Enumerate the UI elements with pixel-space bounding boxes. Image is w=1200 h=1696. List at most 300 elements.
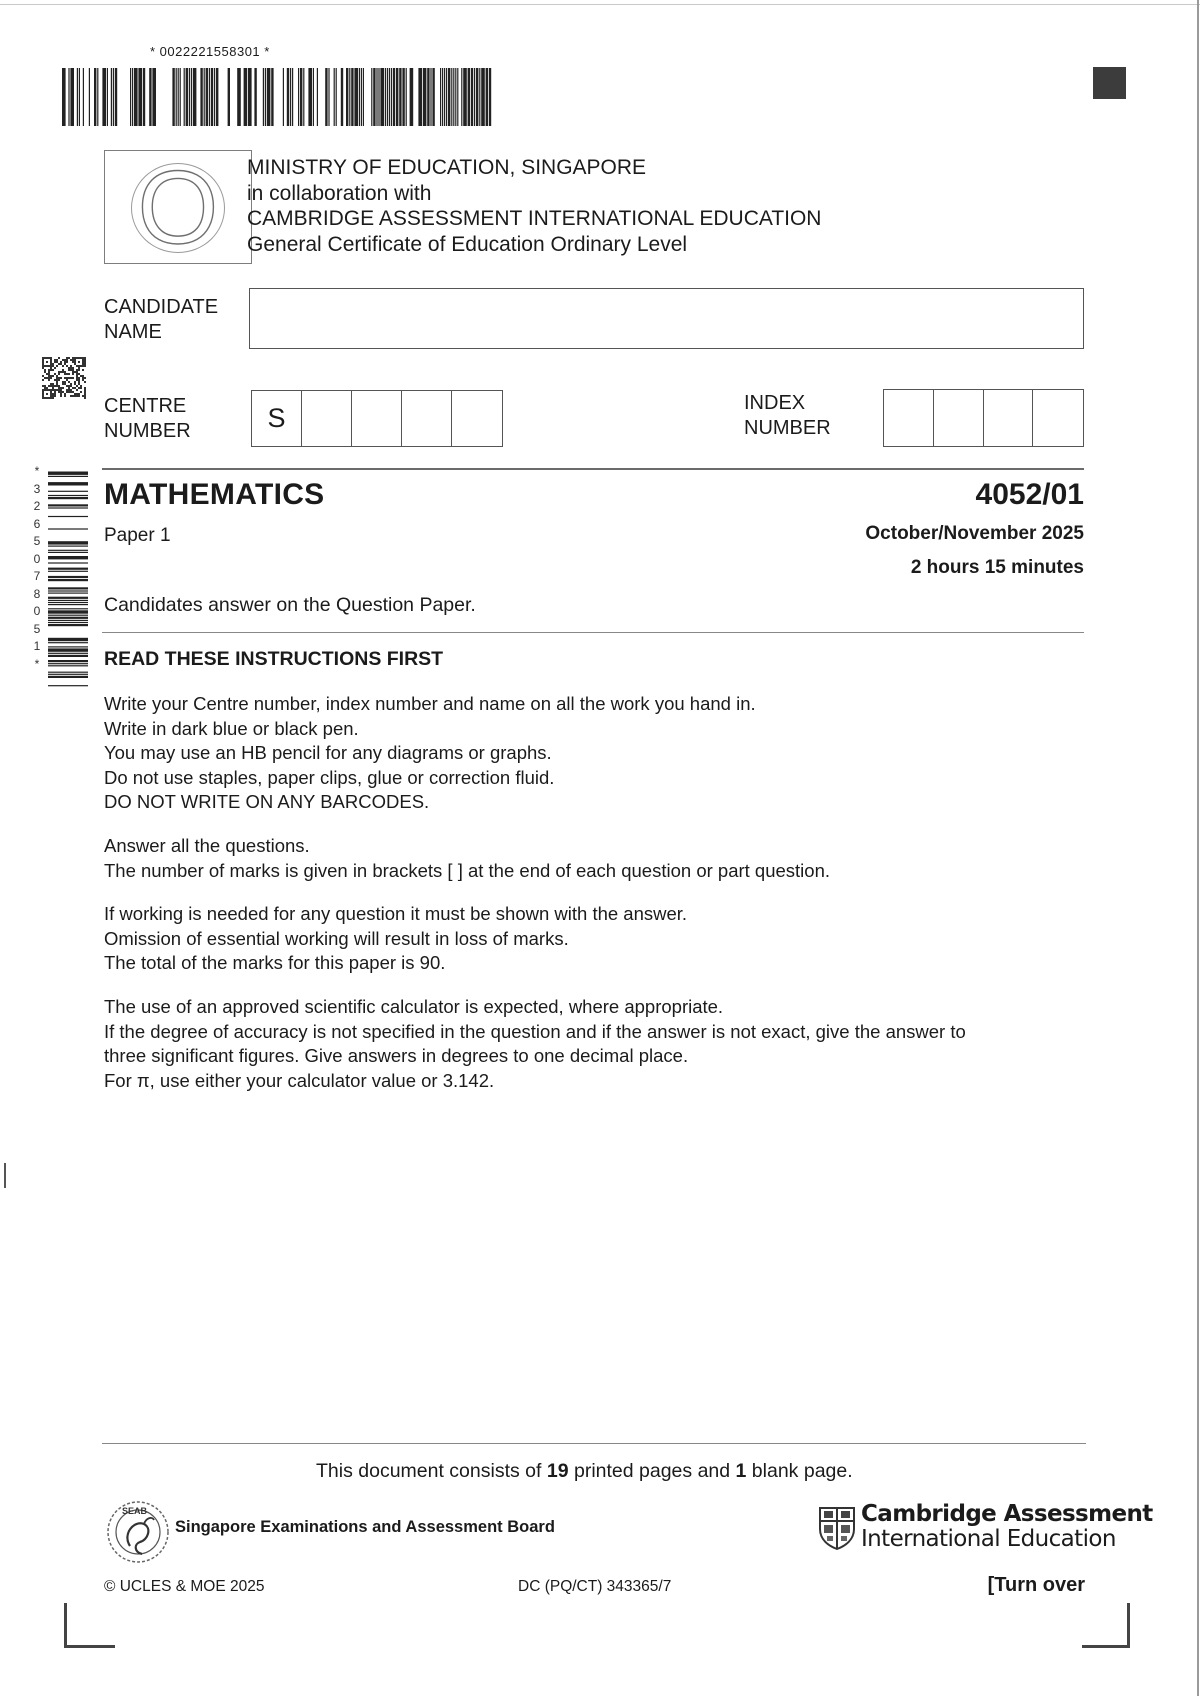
qr-module	[54, 361, 56, 363]
qr-module	[74, 361, 76, 363]
qr-module	[48, 385, 50, 387]
barcode-bar	[113, 68, 114, 126]
qr-module	[44, 389, 46, 391]
barcode-bar	[396, 68, 398, 126]
cambridge-shield-icon	[817, 1505, 857, 1551]
barcode-bar	[130, 68, 131, 126]
barcode-bar	[48, 674, 88, 675]
barcode-bar	[486, 68, 488, 126]
instruction-line: The total of the marks for this paper is 90.	[104, 952, 446, 973]
instruction-line: If working is needed for any question it must be shown with the answer.	[104, 903, 688, 924]
page-count-note	[316, 1460, 853, 1483]
barcode-bar	[481, 68, 485, 126]
barcode-bar	[48, 624, 88, 626]
index-number-cell[interactable]	[984, 390, 1034, 446]
barcode-bar	[48, 620, 88, 621]
barcode-bar	[48, 472, 88, 475]
qr-module	[42, 379, 44, 381]
barcode-bar	[48, 597, 88, 599]
qr-module	[84, 361, 86, 363]
qr-module	[78, 393, 80, 395]
qr-module	[48, 377, 50, 379]
qr-module	[74, 387, 76, 389]
barcode-bar	[68, 68, 69, 126]
barcode-bar	[444, 68, 445, 126]
qr-module	[82, 375, 84, 377]
centre-number-label-line2: NUMBER	[104, 420, 191, 442]
seab-logo	[104, 1490, 176, 1568]
qr-module	[76, 375, 78, 377]
barcode-bar	[48, 550, 88, 551]
qr-module	[46, 389, 48, 391]
qr-module	[56, 383, 58, 385]
side-barcode-digit: *	[34, 464, 40, 478]
qr-module	[64, 393, 66, 395]
cambridge-name-line1: Cambridge Assessment	[861, 1501, 1153, 1527]
qr-module	[50, 375, 52, 377]
qr-module	[64, 371, 66, 373]
qr-module	[84, 395, 86, 397]
qr-module	[50, 391, 52, 393]
barcode-bar	[453, 68, 454, 126]
qr-module	[56, 389, 58, 391]
barcode-bar	[184, 68, 185, 126]
qr-module	[58, 377, 60, 379]
barcode-bar	[371, 68, 372, 126]
qr-module	[76, 357, 78, 359]
qr-module	[60, 395, 62, 397]
paper-number: Paper 1	[104, 525, 171, 546]
qr-module	[82, 377, 84, 379]
barcode-bar	[228, 68, 230, 126]
barcode-bar	[178, 68, 179, 126]
qr-module	[84, 393, 86, 395]
barcode-bar	[359, 68, 360, 126]
qr-module	[84, 359, 86, 361]
qr-module	[66, 361, 68, 363]
barcode-bar	[70, 68, 74, 126]
qr-module	[56, 377, 58, 379]
qr-module	[72, 377, 74, 379]
barcode-bar	[325, 68, 327, 126]
qr-module	[50, 357, 52, 359]
barcode-bar	[290, 68, 291, 126]
barcode-bar	[263, 68, 264, 126]
cambridge-name	[861, 1502, 1153, 1552]
barcode-top	[62, 68, 494, 126]
barcode-bar	[62, 68, 66, 126]
qr-module	[46, 387, 48, 389]
qr-module	[54, 359, 56, 361]
barcode-bar	[138, 68, 142, 126]
side-barcode-digit: 2	[33, 499, 41, 513]
qr-module	[56, 359, 58, 361]
crop-mark-left	[64, 1603, 115, 1648]
qr-module	[78, 379, 80, 381]
seab-logo-text: SEAB	[122, 1506, 148, 1516]
qr-module	[78, 357, 80, 359]
index-number-label-line1: INDEX	[744, 392, 806, 414]
document-code: DC (PQ/CT) 343365/7	[518, 1578, 672, 1595]
instruction-line: Answer all the questions.	[104, 835, 310, 856]
qr-module	[76, 373, 78, 375]
barcode-bar	[313, 68, 314, 126]
qr-module	[54, 391, 56, 393]
centre-number-cell[interactable]	[402, 391, 452, 446]
barcode-bar	[402, 68, 404, 126]
qr-module	[76, 369, 78, 371]
qr-module	[52, 387, 54, 389]
barcode-bar	[48, 672, 88, 673]
barcode-bar	[476, 68, 478, 126]
qr-module	[58, 387, 60, 389]
barcode-bar	[48, 482, 88, 485]
qr-module	[56, 361, 58, 363]
side-barcode-digit: 0	[33, 551, 41, 566]
side-barcode-digit: 7	[33, 569, 41, 583]
centre-number-field[interactable]	[251, 390, 503, 447]
qr-module	[80, 357, 82, 359]
centre-number-label-line1: CENTRE	[104, 395, 187, 417]
instructions-group-2	[104, 834, 1104, 883]
centre-number-prefix: S	[252, 391, 302, 446]
qr-module	[66, 389, 68, 391]
barcode-bar	[176, 68, 177, 126]
qr-module	[84, 391, 86, 393]
barcode-bar	[48, 602, 88, 603]
instruction-line: You may use an HB pencil for any diagrams or graphs.	[104, 742, 552, 763]
qr-module	[48, 365, 50, 367]
barcode-bar	[244, 68, 248, 126]
qr-module	[62, 383, 64, 385]
qr-module	[74, 395, 76, 397]
qr-module	[54, 373, 56, 375]
side-barcode-digit: 0	[33, 604, 41, 618]
barcode-number: * 0022221558301 *	[150, 44, 270, 59]
qr-module	[64, 363, 66, 365]
logo-letter: O	[137, 150, 219, 266]
barcode-bar	[111, 68, 112, 126]
o-level-logo	[104, 150, 252, 264]
qr-module	[50, 383, 52, 385]
barcode-bar	[471, 68, 473, 126]
qr-module	[68, 377, 70, 379]
instructions-group-1	[104, 692, 1104, 815]
qr-module	[72, 359, 74, 361]
barcode-bar	[48, 655, 88, 657]
qr-module	[48, 389, 50, 391]
qr-module	[84, 363, 86, 365]
barcode-bar	[102, 68, 106, 126]
barcode-bar	[48, 663, 88, 664]
barcode-bar	[432, 68, 434, 126]
margin-mark	[4, 1163, 6, 1188]
qr-module	[70, 359, 72, 361]
qr-module	[72, 361, 74, 363]
barcode-bar	[442, 68, 443, 126]
qr-module	[68, 357, 70, 359]
qr-module	[54, 393, 56, 395]
index-number-cell[interactable]	[934, 390, 984, 446]
qr-module	[52, 363, 54, 365]
barcode-bar	[48, 576, 88, 578]
qr-module	[44, 371, 46, 373]
qr-module	[50, 377, 52, 379]
qr-module	[68, 369, 70, 371]
qr-module	[70, 367, 72, 369]
qr-module	[72, 367, 74, 369]
barcode-bar	[94, 68, 96, 126]
syllabus-code: 4052/01	[975, 478, 1084, 511]
qr-module	[42, 393, 44, 395]
qr-module	[74, 371, 76, 373]
qr-module	[78, 395, 80, 397]
qr-module	[80, 365, 82, 367]
barcode-bar	[354, 68, 358, 126]
header-ministry: MINISTRY OF EDUCATION, SINGAPORE	[247, 156, 647, 179]
candidate-name-field[interactable]	[249, 288, 1084, 349]
barcode-bar	[83, 68, 84, 126]
subject-title: MATHEMATICS	[104, 478, 325, 511]
qr-module	[48, 397, 50, 399]
barcode-bar	[254, 68, 256, 126]
qr-module	[44, 377, 46, 379]
qr-module	[58, 391, 60, 393]
qr-module	[82, 379, 84, 381]
instruction-line: The use of an approved scientific calculator is expected, where appropriate.	[104, 996, 724, 1017]
barcode-bar	[292, 68, 293, 126]
barcode-bar	[48, 528, 88, 529]
qr-module	[68, 373, 70, 375]
barcode-bar	[48, 504, 88, 506]
qr-module	[52, 375, 54, 377]
qr-module	[56, 365, 58, 367]
qr-module	[68, 385, 70, 387]
barcode-bar	[423, 68, 427, 126]
qr-module	[76, 385, 78, 387]
qr-module	[44, 385, 46, 387]
page-count-text: blank page.	[746, 1460, 853, 1482]
qr-module	[76, 371, 78, 373]
qr-module	[66, 385, 68, 387]
exam-duration: 2 hours 15 minutes	[910, 557, 1084, 578]
centre-number-cell[interactable]	[452, 391, 502, 446]
qr-module	[48, 379, 50, 381]
qr-module	[62, 359, 64, 361]
qr-module	[44, 387, 46, 389]
barcode-bar	[204, 68, 205, 126]
barcode-bar	[48, 638, 88, 641]
barcode-bar	[48, 685, 88, 686]
qr-module	[54, 379, 56, 381]
instruction-line: For π, use either your calculator value or 3.142.	[104, 1069, 495, 1091]
qr-module	[52, 383, 54, 385]
qr-module	[46, 365, 48, 367]
barcode-bar	[48, 653, 88, 654]
qr-module	[82, 359, 84, 361]
qr-module	[78, 365, 80, 367]
qr-module	[42, 361, 44, 363]
centre-number-cell[interactable]	[302, 391, 352, 446]
qr-module	[44, 369, 46, 371]
qr-module	[52, 393, 54, 395]
barcode-bar	[446, 68, 447, 126]
barcode-bar	[48, 587, 88, 589]
qr-module	[42, 375, 44, 377]
qr-module	[46, 377, 48, 379]
qr-module	[50, 359, 52, 361]
qr-module	[72, 387, 74, 389]
barcode-bar	[393, 68, 395, 126]
barcode-bar	[385, 68, 386, 126]
barcode-bar	[48, 608, 88, 609]
instruction-line: The number of marks is given in brackets [ ] at the end of each question or part question.	[104, 859, 831, 881]
side-barcode-digit: 6	[33, 516, 41, 531]
index-number-cell[interactable]	[884, 390, 934, 446]
qr-module	[70, 383, 72, 385]
qr-module	[78, 387, 80, 389]
instruction-line: Write in dark blue or black pen.	[104, 717, 359, 739]
qr-module	[46, 373, 48, 375]
qr-module	[42, 395, 44, 397]
qr-module	[66, 357, 68, 359]
page-top-edge	[0, 4, 1200, 5]
barcode-bar	[107, 68, 108, 126]
barcode-bar	[48, 491, 88, 492]
qr-module	[48, 369, 50, 371]
page-count-text: This document consists of	[316, 1460, 547, 1482]
qr-module	[42, 391, 44, 393]
qr-module	[78, 361, 80, 363]
barcode-bar	[457, 68, 458, 126]
qr-module	[70, 391, 72, 393]
barcode-bar	[172, 68, 174, 126]
qr-module	[42, 359, 44, 361]
qr-module	[52, 389, 54, 391]
barcode-bar	[399, 68, 401, 126]
qr-module	[50, 389, 52, 391]
barcode-bar	[152, 68, 156, 126]
qr-module	[44, 365, 46, 367]
side-barcode-digit: 1	[33, 639, 41, 653]
divider-top	[102, 468, 1084, 470]
barcode-bar	[248, 68, 252, 126]
barcode-bar	[451, 68, 452, 126]
instructions-heading: READ THESE INSTRUCTIONS FIRST	[104, 648, 444, 670]
qr-module	[74, 383, 76, 385]
side-barcode-digit: *	[34, 656, 40, 671]
barcode-bar	[193, 68, 197, 126]
barcode-bar	[479, 68, 480, 126]
exam-session: October/November 2025	[865, 523, 1084, 544]
qr-module	[50, 367, 52, 369]
side-barcode-digit: 5	[33, 534, 41, 548]
instruction-line: If the degree of accuracy is not specified in the question and if the answer is not exact, give the answer to	[104, 1020, 966, 1042]
barcode-bar	[373, 68, 375, 126]
qr-module	[62, 369, 64, 371]
qr-module	[42, 389, 44, 391]
barcode-bar	[48, 600, 88, 601]
qr-module	[76, 395, 78, 397]
qr-module	[58, 371, 60, 373]
side-barcode-digit: 8	[33, 586, 41, 601]
qr-module	[66, 373, 68, 375]
qr-module	[76, 389, 78, 391]
qr-module	[66, 359, 68, 361]
barcode-bar	[406, 68, 407, 126]
qr-module	[62, 391, 64, 393]
instruction-line: three significant figures. Give answers in degrees to one decimal place.	[104, 1045, 689, 1066]
registration-square	[1093, 67, 1126, 99]
barcode-bar	[48, 495, 88, 496]
qr-module	[42, 365, 44, 367]
qr-module	[74, 359, 76, 361]
qr-module	[64, 381, 66, 383]
qr-module	[54, 389, 56, 391]
qr-module	[72, 391, 74, 393]
barcode-bar	[48, 516, 88, 517]
qr-module	[58, 385, 60, 387]
qr-module	[50, 395, 52, 397]
barcode-bar	[328, 68, 329, 126]
index-number-cell[interactable]	[1033, 390, 1083, 446]
qr-module	[60, 361, 62, 363]
qr-module	[68, 387, 70, 389]
qr-module	[48, 375, 50, 377]
centre-number-label	[104, 394, 191, 444]
barcode-bar	[468, 68, 470, 126]
qr-module	[76, 365, 78, 367]
qr-module	[50, 385, 52, 387]
qr-module	[46, 361, 48, 363]
qr-module	[56, 379, 58, 381]
qr-module	[84, 387, 86, 389]
candidate-name-label-line2: NAME	[104, 321, 162, 343]
qr-module	[50, 363, 52, 365]
qr-module	[82, 365, 84, 367]
barcode-bar	[48, 562, 88, 563]
barcode-bar	[346, 68, 348, 126]
qr-module	[64, 383, 66, 385]
divider-bottom	[102, 1443, 1086, 1444]
qr-module	[60, 377, 62, 379]
barcode-bar	[378, 68, 379, 126]
qr-module	[74, 393, 76, 395]
qr-module	[66, 379, 68, 381]
barcode-bar	[48, 610, 88, 613]
qr-module	[72, 395, 74, 397]
qr-module	[58, 357, 60, 359]
qr-module	[64, 377, 66, 379]
barcode-bar	[48, 476, 88, 477]
barcode-bar	[189, 68, 190, 126]
qr-module	[84, 365, 86, 367]
printed-pages-count: 19	[546, 1460, 569, 1482]
barcode-bar	[303, 68, 304, 126]
barcode-bar	[380, 68, 384, 126]
qr-module	[72, 357, 74, 359]
barcode-bar	[48, 648, 88, 651]
barcode-bar	[48, 676, 88, 678]
qr-code	[42, 357, 86, 399]
barcode-bar	[48, 556, 88, 559]
barcode-bar	[180, 68, 181, 126]
qr-module	[52, 385, 54, 387]
index-number-field[interactable]	[883, 389, 1084, 447]
qr-module	[80, 385, 82, 387]
qr-module	[82, 395, 84, 397]
centre-number-cell[interactable]	[352, 391, 402, 446]
